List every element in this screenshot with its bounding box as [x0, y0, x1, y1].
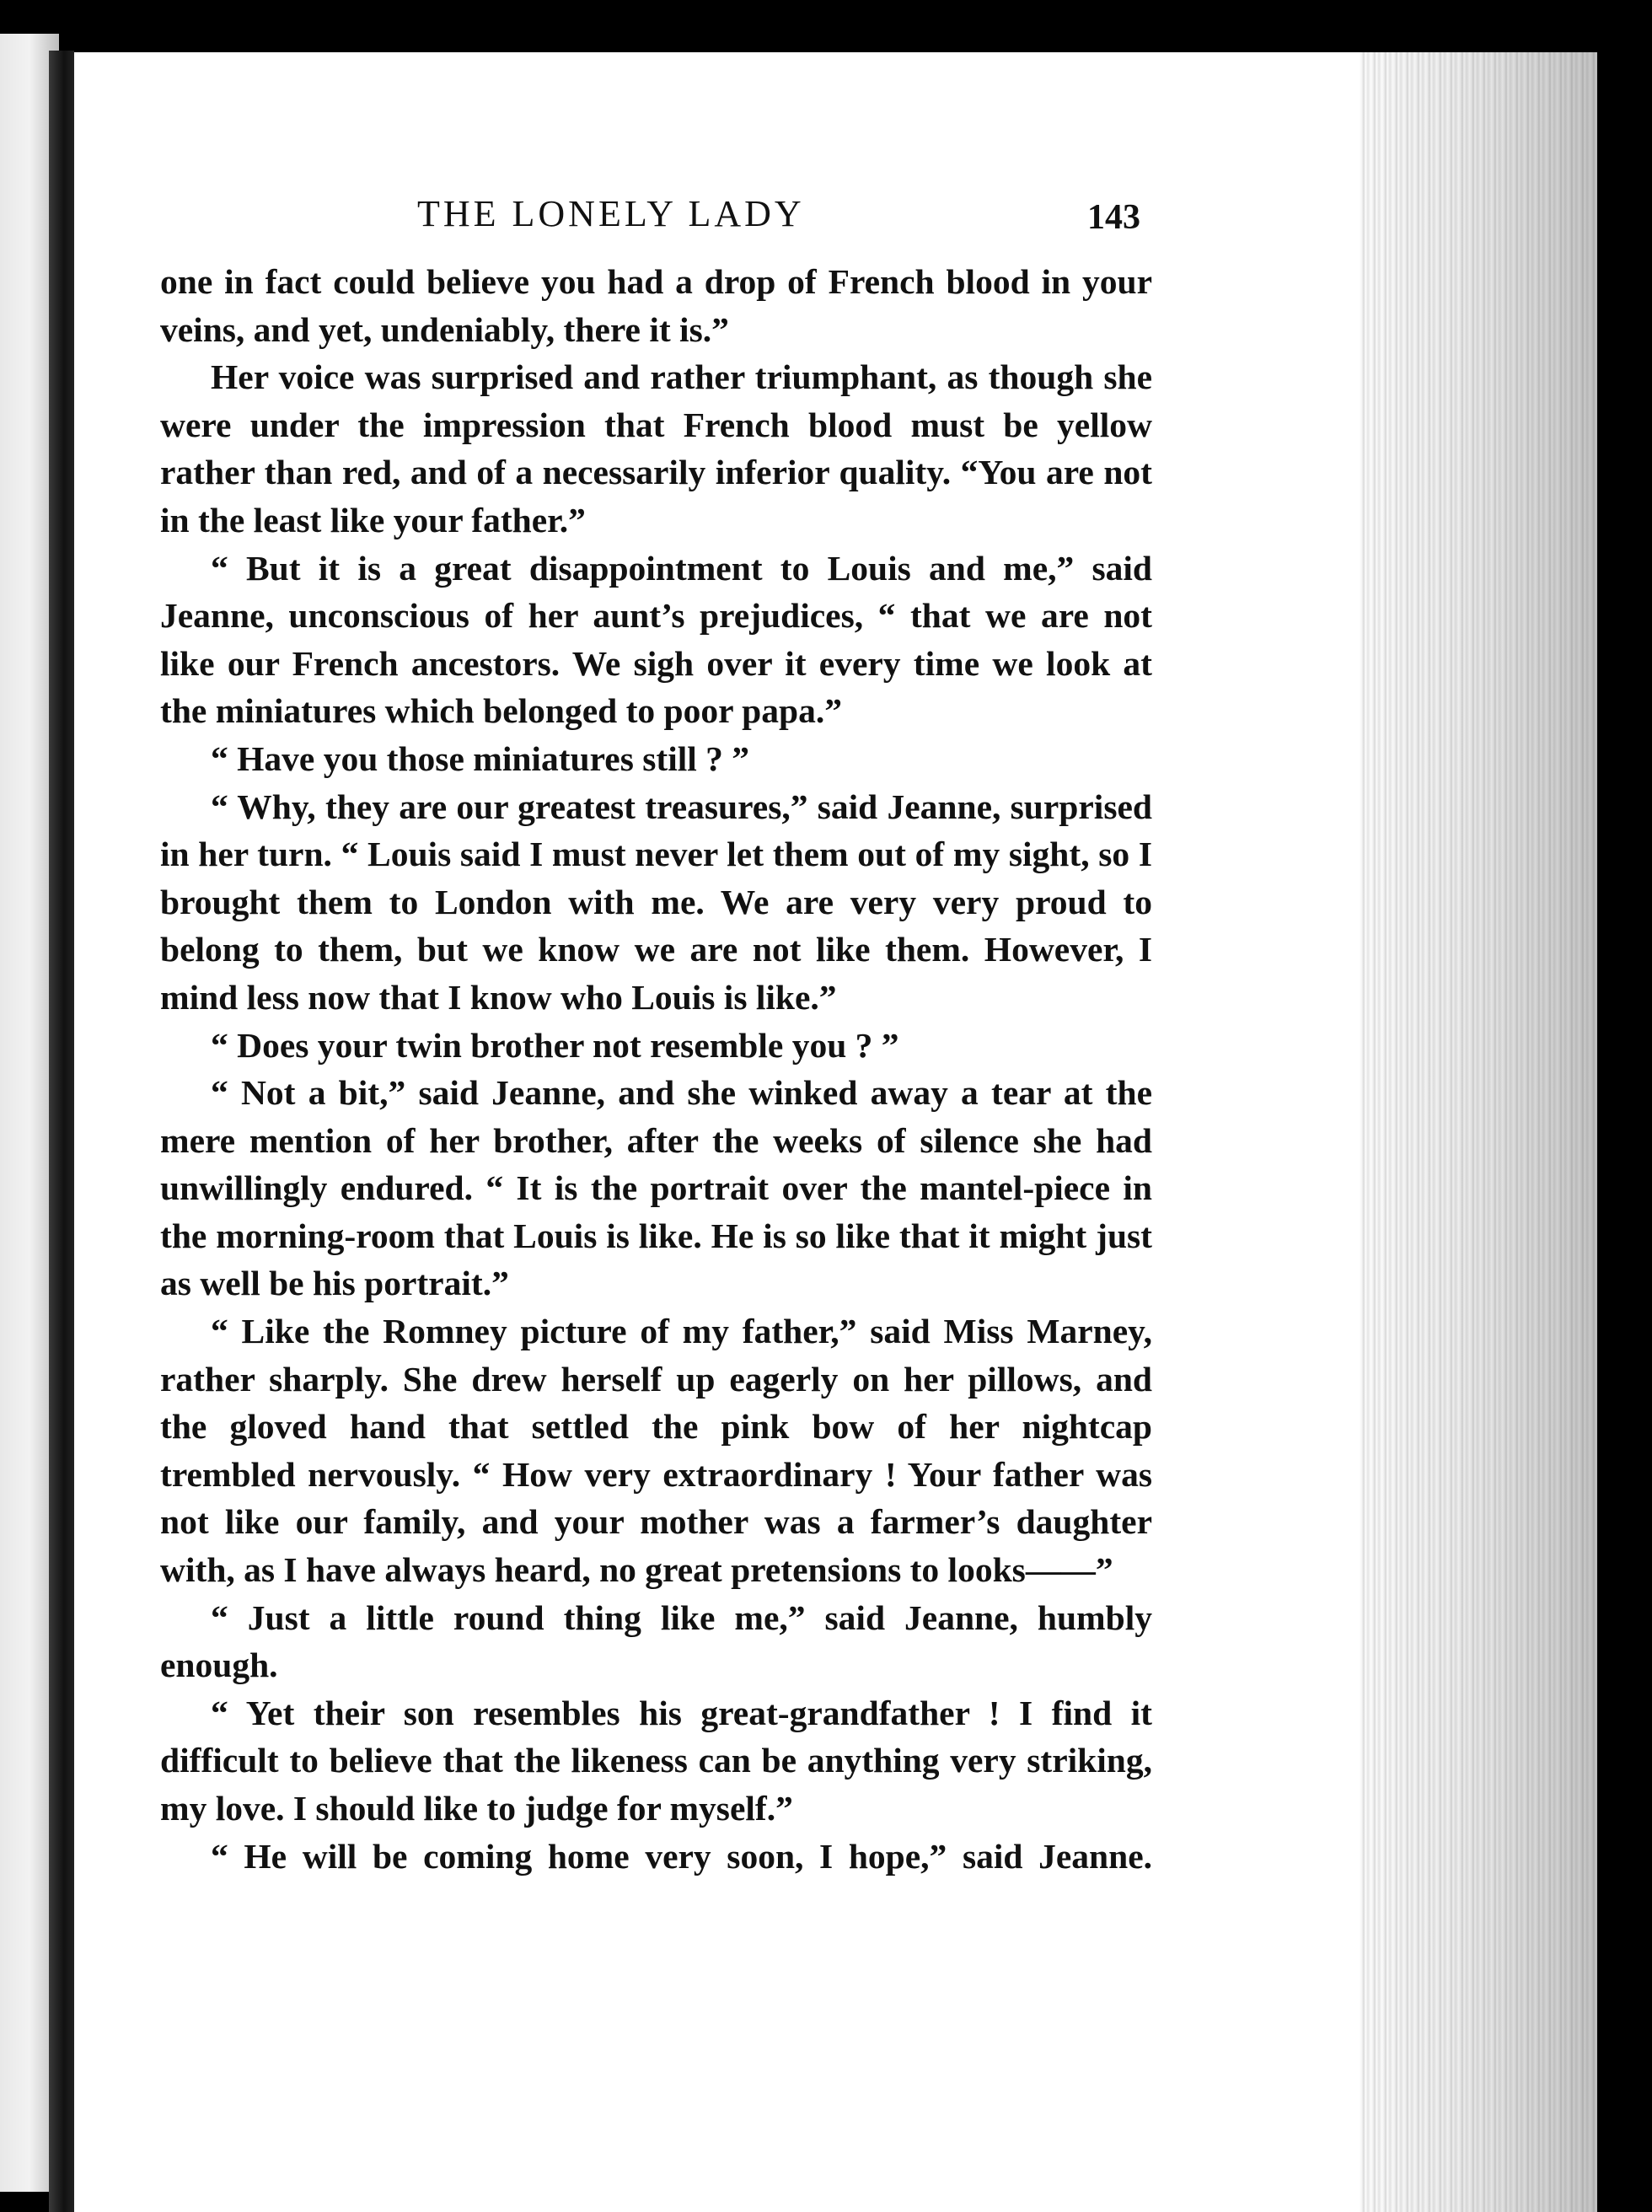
paragraph: Her voice was surprised and rather triumphant, as though she were under the impression that French blood must be yellow rather than red, and of a necessarily inferior quality. “You are not in the least like your father.”: [160, 357, 1152, 540]
paragraph: “ But it is a great disappointment to Louis and me,” said Jeanne, unconscious of her aunt’s prejudices, “ that we are not like our French ancestors. We sigh over it every time we look at the miniatures which belonged to poor papa.”: [160, 548, 1152, 731]
page-number: 143: [1087, 198, 1140, 237]
paragraph: “ Why, they are our greatest treasures,” said Jeanne, surprised in her turn. “ Louis said I must never let them out of my sight, so I brought them to London with me. We are very very proud to belong to them, but we know we are not like them. However, I mind less now that I know who Louis is like.”: [160, 787, 1152, 1017]
paragraph: “ He will be coming home very soon, I hope,” said Jeanne.: [211, 1836, 1152, 1876]
paragraph: “ Have you those miniatures still ? ”: [211, 738, 750, 778]
body-text: [160, 258, 1152, 1880]
paragraph: “ Just a little round thing like me,” said Jeanne, humbly enough.: [160, 1597, 1152, 1685]
scan-border: [1597, 0, 1652, 2212]
book-gutter: [49, 51, 74, 2212]
paragraph: one in fact could believe you had a drop of French blood in your veins, and yet, undeniably, there it is.”: [160, 262, 1152, 349]
page-fore-edge: [1360, 52, 1597, 2212]
paragraph: “ Like the Romney picture of my father,” said Miss Marney, rather sharply. She drew herself up eagerly on her pillows, and the gloved hand that settled the pink bow of her nightcap trembled nervously. “ How very extraordinary ! Your father was not like our family, and your mother was a farmer’s daughter with, as I have always heard, no great pretensions to looks——”: [160, 1312, 1152, 1590]
paragraph: “ Yet their son resembles his great-grandfather ! I find it difficult to believe that the likeness can be anything very striking, my love. I should like to judge for myself.”: [160, 1693, 1152, 1828]
running-title: THE LONELY LADY: [417, 193, 805, 234]
paragraph: “ Does your twin brother not resemble you ? ”: [211, 1025, 899, 1065]
paragraph: “ Not a bit,” said Jeanne, and she winked away a tear at the mere mention of her brother, after the weeks of silence she had unwillingly endured. “ It is the portrait over the mantel-piece in the morning-room that Louis is like. He is so like that it might just as well be his portrait.”: [160, 1073, 1152, 1303]
